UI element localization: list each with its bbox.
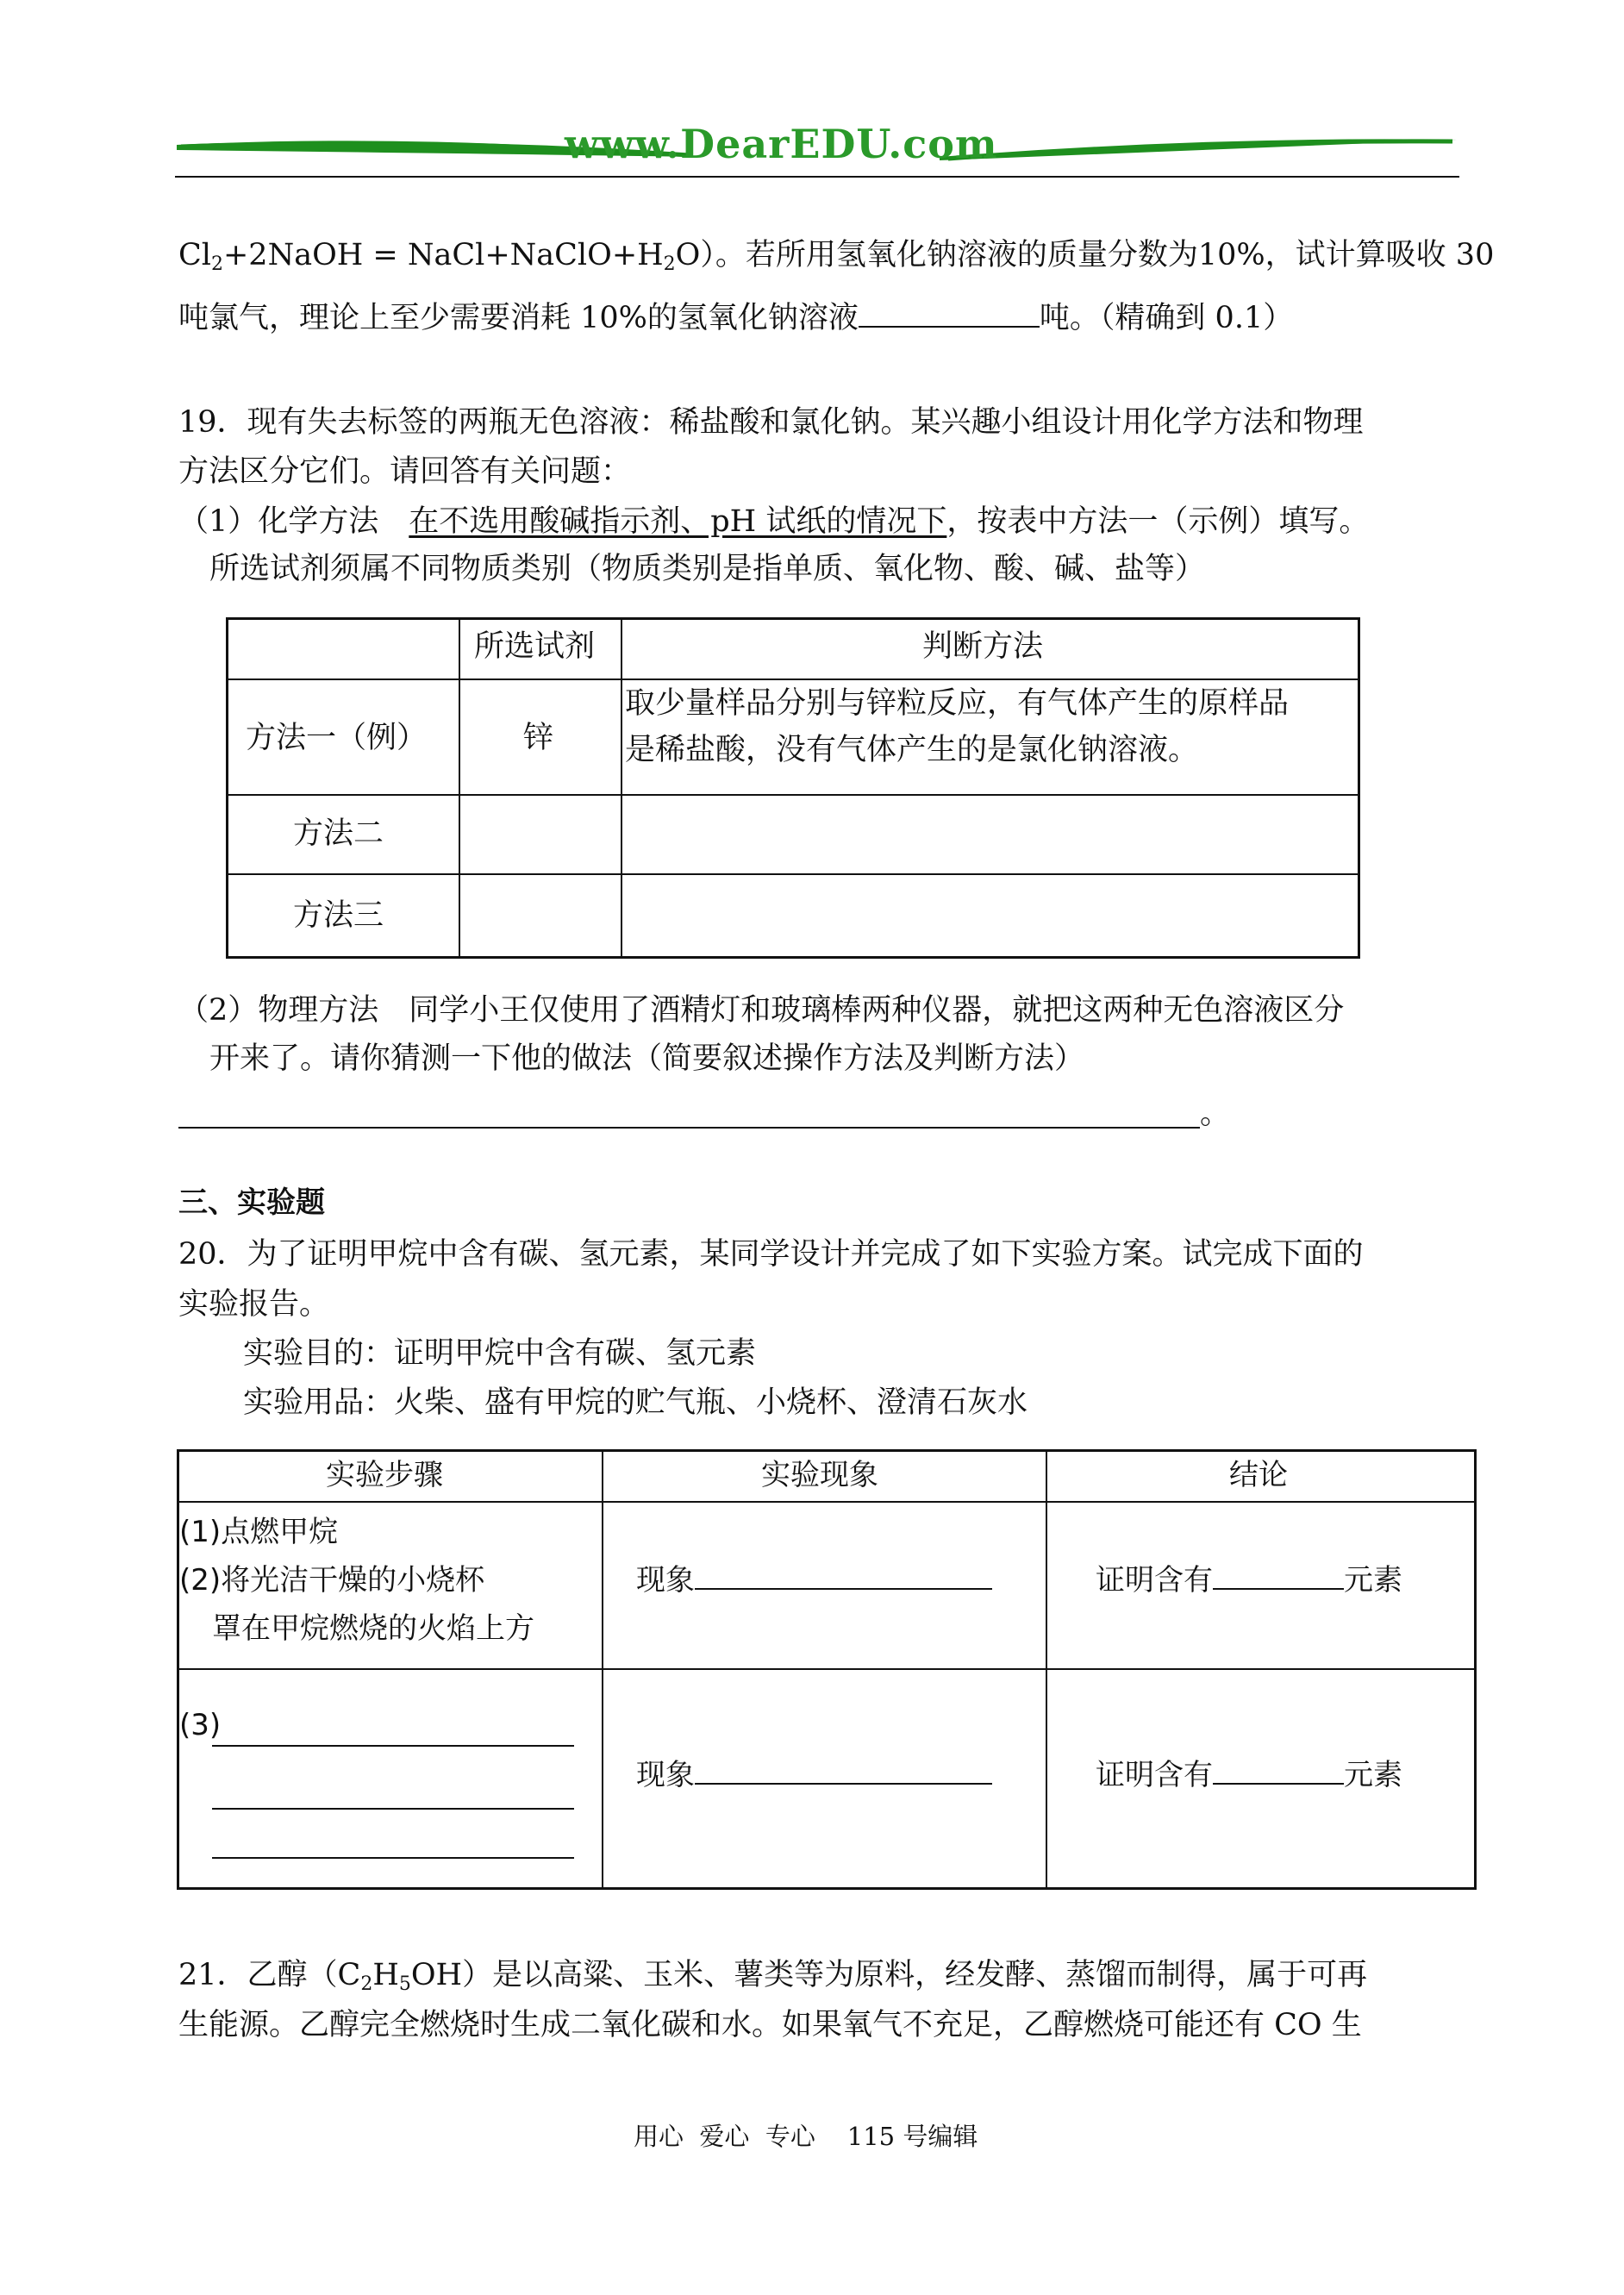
experiment-report-table: [177, 1449, 1477, 1890]
phenomenon-blank[interactable]: [695, 1755, 992, 1785]
footer-text: 用心 爱心 专心 115 号编辑: [634, 2122, 978, 2151]
q19-part2-line2: 开来了。请你猜测一下他的做法（简要叙述操作方法及判断方法）: [209, 1041, 1085, 1076]
element-blank[interactable]: [1213, 1755, 1344, 1785]
part2-end-mark: 。: [1200, 1097, 1231, 1131]
q20-line2: 实验报告。: [178, 1287, 330, 1322]
q19-part2-line1: （2）物理方法 同学小王仅使用了酒精灯和玻璃棒两种仪器，就把这两种无色溶液区分: [178, 993, 1345, 1028]
q19-line1: 19．现有失去标签的两瓶无色溶液：稀盐酸和氯化钠。某兴趣小组设计用化学方法和物理: [178, 405, 1364, 440]
q19-part1-line2: 所选试剂须属不同物质类别（物质类别是指单质、氧化物、酸、碱、盐等）: [209, 552, 1206, 586]
row1-step2: (2)将光洁干燥的小烧杯: [179, 1563, 485, 1598]
q21-line2: 生能源。乙醇完全燃烧时生成二氧化碳和水。如果氧气不充足，乙醇燃烧可能还有 CO 生: [178, 2008, 1362, 2042]
part2-answer-line[interactable]: [178, 1127, 1200, 1129]
q19-line2: 方法区分它们。请回答有关问题：: [178, 454, 632, 489]
row2-step-blank3[interactable]: [212, 1857, 574, 1859]
col-method-header: 判断方法: [922, 629, 1044, 664]
row2-conclusion: 证明含有 元素: [1096, 1752, 1402, 1798]
answer-blank[interactable]: [859, 298, 1040, 328]
row1-method-line2: 是稀盐酸，没有气体产生的是氯化钠溶液。: [625, 733, 1199, 767]
row1-conclusion: 证明含有 元素: [1096, 1557, 1402, 1604]
col-steps-header: 实验步骤: [326, 1458, 443, 1492]
row2-step-label: (3): [179, 1708, 222, 1742]
element-blank[interactable]: [1213, 1560, 1344, 1590]
row2-method-input[interactable]: [623, 797, 1356, 870]
row3-name: 方法三: [293, 898, 384, 933]
col-phenomenon-header: 实验现象: [761, 1458, 878, 1492]
row2-step-blank2[interactable]: [212, 1808, 574, 1810]
col-reagent-header: 所选试剂: [474, 629, 596, 664]
q18-line1: $Cl_2+2NaOH$ = $NaCl+NaClO+H_2O$）。若所用氢氧化钠溶液的质量分数为10%，试计算吸收 30: [178, 238, 1495, 275]
header-rule: [175, 176, 1459, 178]
row1-step1: (1)点燃甲烷: [179, 1515, 339, 1549]
row1-method-line1: 取少量样品分别与锌粒反应，有气体产生的原样品: [625, 686, 1290, 721]
q20-purpose: 实验目的：证明甲烷中含有碳、氢元素: [243, 1336, 757, 1371]
row1-reagent: 锌: [523, 721, 554, 755]
phenomenon-blank[interactable]: [695, 1560, 992, 1590]
q20-line1: 20．为了证明甲烷中含有碳、氢元素，某同学设计并完成了如下实验方案。试完成下面的: [178, 1237, 1364, 1272]
chemistry-methods-table: [226, 617, 1360, 959]
row3-method-input[interactable]: [623, 877, 1356, 954]
row2-reagent-input[interactable]: [461, 797, 618, 870]
row2-name: 方法二: [293, 816, 384, 851]
row1-name: 方法一（例）: [246, 721, 428, 755]
q19-part1: （1）化学方法 在不选用酸碱指示剂、pH 试纸的情况下，按表中方法一（示例）填写。: [178, 504, 1370, 539]
section3-title: 三、实验题: [178, 1185, 325, 1220]
row1-phenomenon: 现象: [636, 1557, 992, 1604]
q18-line2: 吨氯气，理论上至少需要消耗 10%的氢氧化钠溶液 吨。（精确到 0.1）: [178, 298, 1293, 335]
row2-step-blank1[interactable]: [212, 1745, 574, 1747]
row3-reagent-input[interactable]: [461, 877, 618, 954]
row2-phenomenon: 现象: [636, 1752, 992, 1798]
col-conclusion-header: 结论: [1229, 1458, 1288, 1492]
header-logo: [172, 121, 1465, 181]
q20-supplies: 实验用品：火柴、盛有甲烷的贮气瓶、小烧杯、澄清石灰水: [243, 1385, 1028, 1420]
row1-step3: 罩在甲烷燃烧的火焰上方: [212, 1611, 534, 1646]
q21-line1: 21．乙醇$(C_2H_5OH)$是以高粱、玉米、薯类等为原料，经发酵、蒸馏而制得，属于可再: [178, 1958, 1368, 1995]
header-logo-text: www.DearEDU.com: [565, 121, 998, 167]
